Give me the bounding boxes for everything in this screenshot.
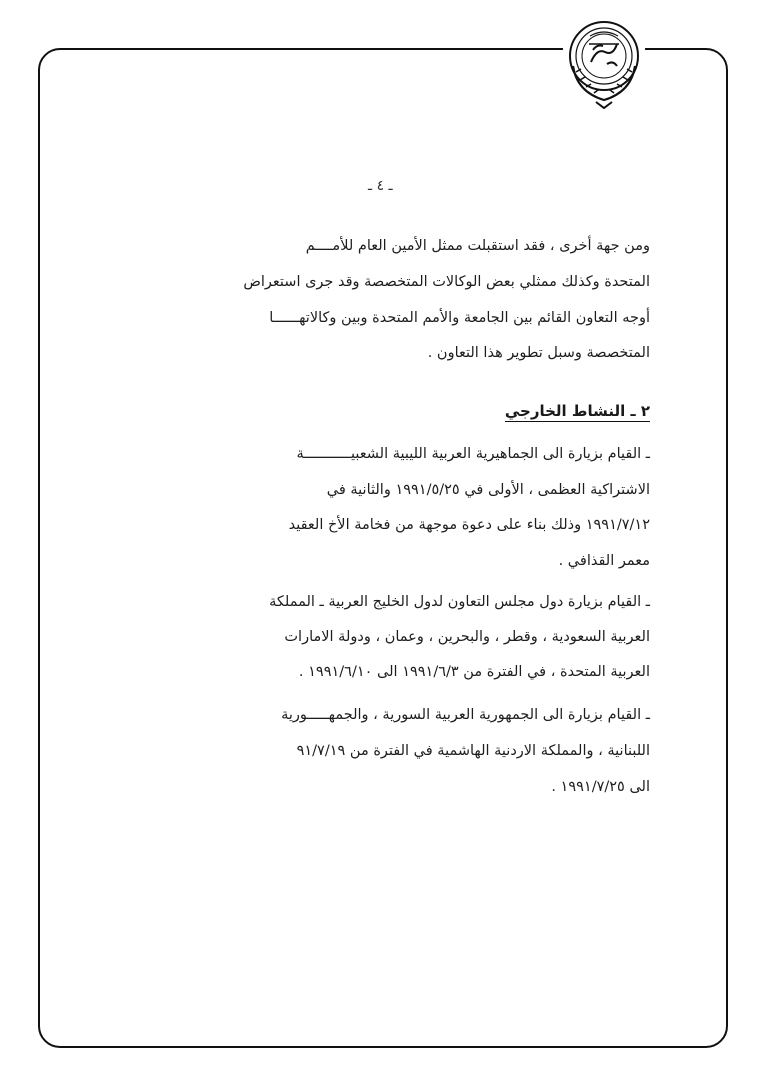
list-item-line: الى ١٩٩١/٧/٢٥ . bbox=[551, 779, 650, 795]
paragraph-line: المتخصصة وسبل تطوير هذا التعاون . bbox=[427, 345, 650, 361]
seal-emblem-icon bbox=[563, 14, 645, 114]
paragraph-line: أوجه التعاون القائم بين الجامعة والأمم المتحدة وبين وكالاتهــــــا bbox=[269, 310, 650, 326]
list-item-line: ـ القيام بزيارة الى الجماهيرية العربية الليبية الشعبيـــــــــــة bbox=[296, 446, 650, 462]
list-item-line: اللبنانية ، والمملكة الاردنية الهاشمية في الفترة من ٩١/٧/١٩ bbox=[296, 743, 650, 759]
list-item-line: ـ القيام بزيارة الى الجمهورية العربية السورية ، والجمهـــــورية bbox=[281, 707, 650, 723]
list-item-line: العربية المتحدة ، في الفترة من ١٩٩١/٦/٣ الى ١٩٩١/٦/١٠ . bbox=[298, 664, 650, 680]
paragraph-line: المتحدة وكذلك ممثلي بعض الوكالات المتخصصة وقد جرى استعراض bbox=[243, 274, 650, 290]
list-item-line: الاشتراكية العظمى ، الأولى في ١٩٩١/٥/٢٥ والثانية في bbox=[326, 482, 650, 498]
arab-league-seal bbox=[563, 14, 645, 114]
section-heading bbox=[505, 402, 650, 420]
paragraph-line: ومن جهة أخرى ، فقد استقبلت ممثل الأمين العام للأمــــم bbox=[305, 238, 650, 254]
list-item-line: ١٩٩١/٧/١٢ وذلك بناء على دعوة موجهة من فخامة الأخ العقيد bbox=[288, 517, 650, 533]
list-item-line: ـ القيام بزيارة دول مجلس التعاون لدول الخليج العربية ـ المملكة bbox=[269, 594, 650, 610]
page-number: ـ ٤ ـ bbox=[368, 178, 393, 194]
page-border bbox=[38, 48, 728, 1048]
section-heading-text: ٢ ـ النشاط الخارجي bbox=[504, 402, 650, 420]
list-item-line: معمر القذافي . bbox=[558, 553, 650, 569]
list-item-line: العربية السعودية ، وقطر ، والبحرين ، وعمان ، ودولة الامارات bbox=[284, 629, 650, 645]
